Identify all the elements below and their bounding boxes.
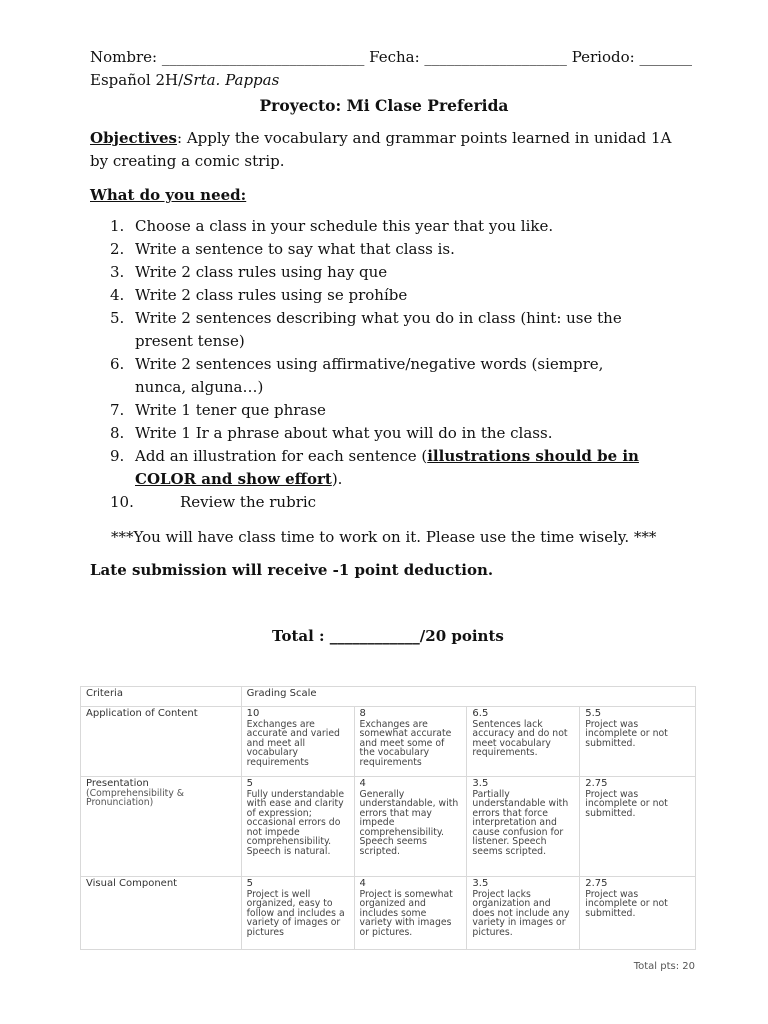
rubric-cell: 10 Exchanges are accurate and varied and meet all vocabulary requirements [241, 707, 354, 777]
rubric-cell: 6.5 Sentences lack accuracy and do not meet vocabulary requirements. [467, 707, 580, 777]
list-item: 9. Add an illustration for each sentence (illustrations should be in COLOR and show effort). [110, 447, 639, 488]
rubric-cell: 5.5 Project was incomplete or not submitted. [580, 707, 696, 777]
page-title: Proyecto: Mi Clase Preferida [259, 96, 509, 115]
rubric-cell: 5 Fully understandable with ease and clarity of expression; occasional errors do not impede comprehensibility. Speech is natural. [241, 777, 354, 877]
objectives-line-1 [90, 127, 671, 150]
task-list [90, 215, 690, 514]
rubric-criteria-cell: Visual Component [81, 877, 242, 950]
rubric-table [80, 686, 696, 950]
objectives-line-2: by creating a comic strip. [90, 152, 285, 170]
list-item: 10. Review the rubric [110, 493, 317, 511]
rubric-criteria-cell: Presentation (Comprehensibility & Pronunciation) [81, 777, 242, 877]
total-points-line: Total : ____________/20 points [272, 627, 504, 645]
periodo-field: Periodo: _______ [571, 48, 692, 66]
rubric-header-row [81, 687, 696, 707]
list-item: 5. Write 2 sentences describing what you do in class (hint: use the present tense) [110, 309, 622, 350]
rubric-header-criteria: Criteria [81, 687, 242, 707]
rubric-cell: 8 Exchanges are somewhat accurate and meet some of the vocabulary requirements [354, 707, 467, 777]
table-row [81, 707, 696, 777]
course-line [90, 69, 279, 92]
list-item: 4. Write 2 class rules using se prohíbe [110, 286, 408, 304]
list-item: 2. Write a sentence to say what that class is. [110, 240, 455, 258]
rubric-cell: 2.75 Project was incomplete or not submitted. [580, 777, 696, 877]
rubric-total-points: Total pts: 20 [633, 961, 695, 972]
rubric-cell: 3.5 Partially understandable with errors that force interpretation and cause confusion for listener. Speech seems scripted. [467, 777, 580, 877]
header-fields [90, 46, 692, 69]
objectives-label: Objectives [90, 129, 177, 147]
list-item: 1. Choose a class in your schedule this year that you like. [110, 217, 554, 235]
fecha-field: Fecha: ___________________ [369, 48, 567, 66]
illustration-requirement: illustrations should be in COLOR and show effort [135, 447, 639, 488]
rubric-cell: 2.75 Project was incomplete or not submitted. [580, 877, 696, 950]
rubric-header-scale: Grading Scale [241, 687, 695, 707]
list-item: 3. Write 2 class rules using hay que [110, 263, 388, 281]
table-row [81, 877, 696, 950]
late-submission-note: Late submission will receive -1 point deduction. [90, 561, 494, 579]
rubric-cell: 4 Project is somewhat organized and includes some variety with images or pictures. [354, 877, 467, 950]
class-time-note: ***You will have class time to work on it. Please use the time wisely. *** [111, 528, 657, 546]
teacher-name: Srta. Pappas [183, 71, 280, 89]
objectives-text-1: : Apply the vocabulary and grammar points learned in unidad 1A [177, 129, 672, 147]
list-item: 8. Write 1 Ir a phrase about what you will do in the class. [110, 424, 553, 442]
rubric-criteria-cell: Application of Content [81, 707, 242, 777]
list-item: 6. Write 2 sentences using affirmative/negative words (siempre, nunca, alguna…) [110, 355, 604, 396]
course-name: Español 2H/ [90, 71, 184, 89]
rubric-cell: 4 Generally understandable, with errors that may impede comprehensibility. Speech seems scripted. [354, 777, 467, 877]
rubric-cell: 5 Project is well organized, easy to follow and includes a variety of images or pictures [241, 877, 354, 950]
nombre-field: Nombre: ___________________________ [90, 48, 365, 66]
list-item: 7. Write 1 tener que phrase [110, 401, 326, 419]
rubric-cell: 3.5 Project lacks organization and does not include any variety in images or pictures. [467, 877, 580, 950]
what-you-need-heading: What do you need: [90, 186, 247, 204]
table-row [81, 777, 696, 877]
